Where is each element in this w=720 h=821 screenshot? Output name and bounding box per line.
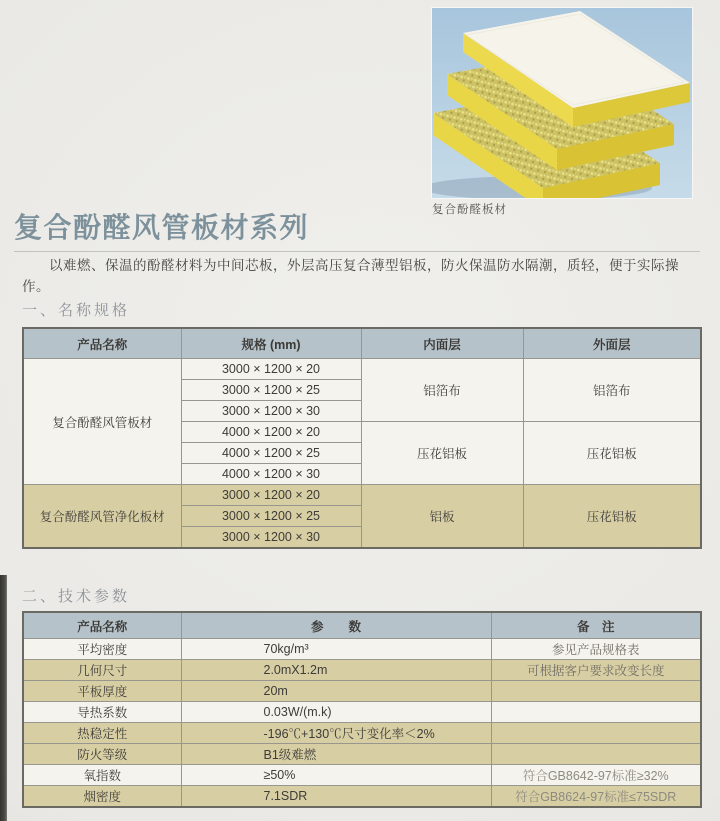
product-name-cell: 复合酚醛风管板材 bbox=[23, 359, 181, 485]
param-name-cell: 氧指数 bbox=[23, 765, 181, 786]
title-divider bbox=[14, 251, 700, 252]
spec-cell: 4000 × 1200 × 20 bbox=[181, 422, 361, 443]
col-header-spec-mm: 规格 (mm) bbox=[181, 328, 361, 359]
spec-cell: 4000 × 1200 × 30 bbox=[181, 464, 361, 485]
param-remark-cell: 符合GB8624-97标准≤75SDR bbox=[491, 786, 701, 808]
table-row bbox=[23, 765, 701, 786]
params-table bbox=[22, 611, 702, 808]
inner-layer-cell: 压花铝板 bbox=[361, 422, 523, 485]
table-row bbox=[23, 660, 701, 681]
section-heading-params: 二、技术参数 bbox=[22, 588, 131, 605]
spec-cell: 3000 × 1200 × 25 bbox=[181, 380, 361, 401]
table-row bbox=[23, 485, 701, 506]
table-row bbox=[23, 639, 701, 660]
spec-cell: 3000 × 1200 × 20 bbox=[181, 485, 361, 506]
table-row bbox=[23, 359, 701, 380]
param-name-cell: 防火等级 bbox=[23, 744, 181, 765]
param-name-cell: 平均密度 bbox=[23, 639, 181, 660]
table-row bbox=[23, 744, 701, 765]
outer-layer-cell: 铝箔布 bbox=[523, 359, 701, 422]
spec-cell: 3000 × 1200 × 30 bbox=[181, 401, 361, 422]
phenolic-boards-image bbox=[432, 8, 692, 198]
param-value-cell: 2.0mX1.2m bbox=[181, 660, 491, 681]
col-header-parameter: 参 数 bbox=[181, 612, 491, 639]
spec-table-header-row bbox=[23, 328, 701, 359]
page-title: 复合酚醛风管板材系列 bbox=[14, 212, 310, 243]
param-remark-cell bbox=[491, 702, 701, 723]
spec-cell: 4000 × 1200 × 25 bbox=[181, 443, 361, 464]
col-header-inner-layer: 内面层 bbox=[361, 328, 523, 359]
inner-layer-cell: 铝板 bbox=[361, 485, 523, 549]
col-header-product-name: 产品名称 bbox=[23, 328, 181, 359]
table-row bbox=[23, 702, 701, 723]
product-description: 以难燃、保温的酚醛材料为中间芯板，外层高压复合薄型铝板，防火保温防水隔潮，质轻，便于实际操作。 bbox=[22, 258, 679, 294]
param-value-cell: 7.1SDR bbox=[181, 786, 491, 808]
spec-cell: 3000 × 1200 × 30 bbox=[181, 527, 361, 549]
col-header-product-name: 产品名称 bbox=[23, 612, 181, 639]
param-value-cell: 20m bbox=[181, 681, 491, 702]
param-name-cell: 平板厚度 bbox=[23, 681, 181, 702]
param-remark-cell bbox=[491, 744, 701, 765]
params-table-header-row bbox=[23, 612, 701, 639]
param-value-cell: -196℃+130℃尺寸变化率＜2% bbox=[181, 723, 491, 744]
col-header-outer-layer: 外面层 bbox=[523, 328, 701, 359]
param-remark-cell: 符合GB8642-97标准≥32% bbox=[491, 765, 701, 786]
spec-table bbox=[22, 327, 702, 549]
param-remark-cell: 参见产品规格表 bbox=[491, 639, 701, 660]
param-name-cell: 热稳定性 bbox=[23, 723, 181, 744]
product-photo bbox=[432, 8, 692, 198]
param-remark-cell bbox=[491, 681, 701, 702]
photo-caption: 复合酚醛板材 bbox=[432, 204, 507, 216]
product-name-cell: 复合酚醛风管净化板材 bbox=[23, 485, 181, 549]
param-name-cell: 几何尺寸 bbox=[23, 660, 181, 681]
param-value-cell: 70kg/m³ bbox=[181, 639, 491, 660]
table-row bbox=[23, 681, 701, 702]
inner-layer-cell: 铝箔布 bbox=[361, 359, 523, 422]
section-heading-specs: 一、名称规格 bbox=[22, 302, 131, 319]
spec-cell: 3000 × 1200 × 20 bbox=[181, 359, 361, 380]
param-name-cell: 导热系数 bbox=[23, 702, 181, 723]
spec-cell: 3000 × 1200 × 25 bbox=[181, 506, 361, 527]
param-value-cell: ≥50% bbox=[181, 765, 491, 786]
outer-layer-cell: 压花铝板 bbox=[523, 485, 701, 549]
col-header-remark: 备 注 bbox=[491, 612, 701, 639]
table-row bbox=[23, 786, 701, 808]
outer-layer-cell: 压花铝板 bbox=[523, 422, 701, 485]
table-row bbox=[23, 723, 701, 744]
param-remark-cell: 可根据客户要求改变长度 bbox=[491, 660, 701, 681]
param-remark-cell bbox=[491, 723, 701, 744]
param-value-cell: 0.03W/(m.k) bbox=[181, 702, 491, 723]
param-value-cell: B1级难燃 bbox=[181, 744, 491, 765]
param-name-cell: 烟密度 bbox=[23, 786, 181, 808]
scan-edge-shadow bbox=[0, 575, 7, 821]
